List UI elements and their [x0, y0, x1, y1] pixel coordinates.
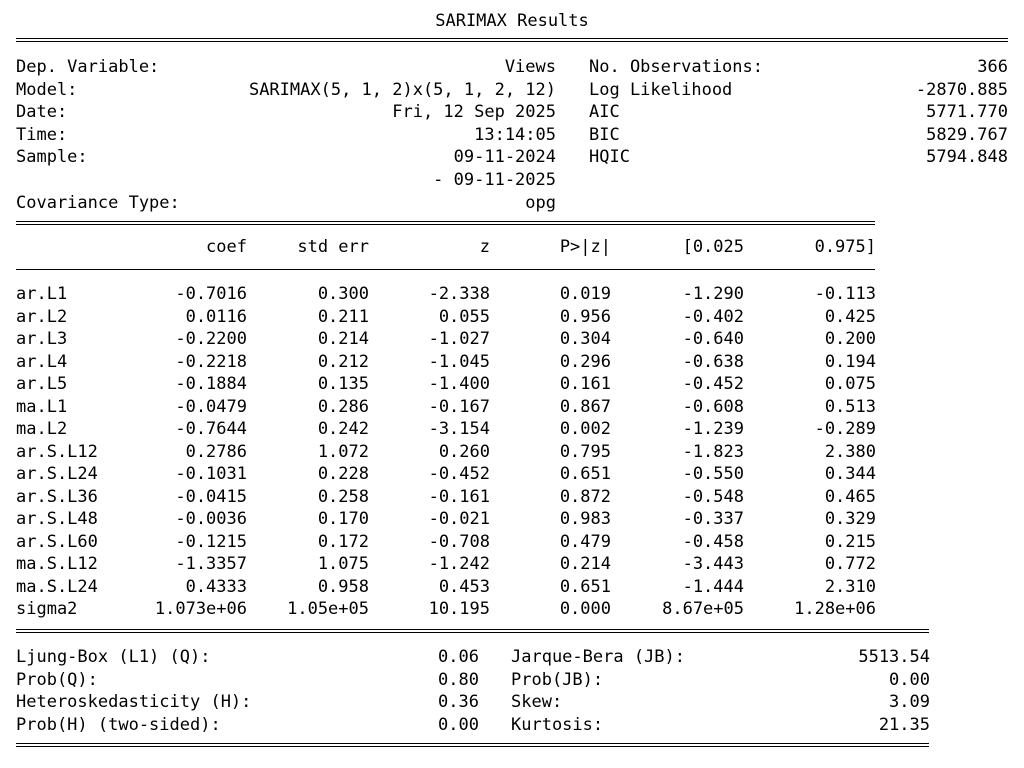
table-cell: 0.513	[824, 396, 876, 417]
diagnostic-label: Heteroskedasticity (H):	[16, 692, 252, 713]
table-cell: 0.296	[559, 351, 611, 372]
row-label: ma.L1	[16, 396, 68, 417]
table-cell: -0.0415	[175, 486, 247, 507]
header-value: 366	[977, 57, 1008, 77]
table-cell: 0.956	[559, 306, 611, 327]
row-label: sigma2	[16, 599, 78, 619]
table-cell: -0.021	[428, 509, 490, 529]
header-label: HQIC	[589, 147, 630, 168]
table-cell: -0.2200	[175, 329, 247, 349]
table-cell: -0.1215	[175, 531, 247, 552]
header-value: Views	[504, 57, 556, 77]
table-cell: -1.242	[428, 554, 490, 574]
table-cell: 1.073e+06	[154, 599, 247, 619]
table-cell: -2.338	[428, 284, 490, 304]
table-cell: 0.135	[317, 374, 369, 394]
table-cell: -0.1884	[175, 374, 247, 394]
table-cell: 0.258	[317, 486, 369, 507]
table-cell: -1.823	[682, 441, 744, 462]
row-label: ar.L1	[16, 284, 68, 304]
table-cell: 2.380	[824, 441, 876, 462]
table-cell: -0.608	[682, 396, 744, 417]
table-cell: 0.0116	[185, 306, 247, 327]
header-label: AIC	[589, 102, 620, 123]
table-cell: 0.329	[824, 509, 876, 529]
diagnostic-value: 0.06	[438, 647, 479, 667]
header-value: SARIMAX(5, 1, 2)x(5, 1, 2, 12)	[248, 79, 556, 100]
table-cell: 0.286	[317, 396, 369, 417]
diagnostic-label: Skew:	[511, 692, 563, 713]
table-cell: 0.172	[317, 531, 369, 552]
table-cell: 0.214	[559, 554, 611, 574]
header-label: Sample:	[16, 147, 88, 168]
table-cell: -0.337	[682, 509, 744, 529]
table-cell: 0.000	[559, 599, 611, 619]
table-cell: 0.425	[824, 306, 876, 327]
table-cell: 0.260	[438, 441, 490, 462]
table-cell: 1.072	[317, 441, 369, 462]
table-cell: -0.548	[682, 486, 744, 507]
double-rule-diag-top	[16, 629, 929, 633]
table-cell: 0.211	[317, 306, 369, 327]
row-label: ma.S.L12	[16, 554, 98, 574]
diagnostic-value: 0.00	[438, 715, 479, 736]
table-cell: -0.640	[682, 329, 744, 349]
header-label: BIC	[589, 124, 620, 145]
table-cell: 0.215	[824, 531, 876, 552]
table-cell: -1.444	[682, 576, 744, 597]
header-value: 5794.848	[926, 147, 1008, 168]
header-value: 5771.770	[926, 102, 1008, 123]
header-label: Model:	[16, 79, 78, 100]
header-value: Fri, 12 Sep 2025	[392, 102, 556, 123]
table-cell: 0.161	[559, 374, 611, 394]
row-label: ar.S.L48	[16, 509, 98, 529]
header-label: Date:	[16, 102, 68, 123]
table-cell: 0.300	[317, 284, 369, 304]
table-cell: -1.027	[428, 329, 490, 349]
table-cell: 0.872	[559, 486, 611, 507]
table-cell: -0.289	[814, 419, 876, 439]
double-rule-top	[16, 38, 1008, 42]
table-cell: 0.2786	[185, 441, 247, 462]
table-cell: 1.075	[317, 554, 369, 574]
column-header: std err	[297, 237, 369, 257]
table-cell: 0.242	[317, 419, 369, 439]
header-label: Covariance Type:	[16, 192, 180, 213]
table-cell: -0.452	[682, 374, 744, 394]
table-cell: -0.402	[682, 306, 744, 327]
table-cell: -1.3357	[175, 554, 247, 574]
table-cell: 1.28e+06	[794, 599, 876, 619]
diagnostic-value: 5513.54	[858, 647, 930, 667]
table-cell: 2.310	[824, 576, 876, 597]
header-value: - 09-11-2025	[433, 170, 556, 190]
double-rule-bottom	[16, 743, 929, 747]
table-cell: -0.113	[814, 284, 876, 304]
diagnostic-value: 0.00	[889, 669, 930, 690]
results-title: SARIMAX Results	[435, 11, 589, 31]
single-rule-coef-header	[16, 269, 875, 270]
table-cell: -0.0479	[175, 396, 247, 417]
diagnostic-value: 0.36	[438, 692, 479, 713]
table-cell: 0.795	[559, 441, 611, 462]
table-cell: 0.019	[559, 284, 611, 304]
table-cell: 0.304	[559, 329, 611, 349]
column-header: z	[479, 237, 490, 257]
table-cell: -3.154	[428, 419, 490, 439]
table-cell: 10.195	[428, 599, 490, 619]
diagnostic-label: Ljung-Box (L1) (Q):	[16, 647, 211, 667]
table-cell: 0.075	[824, 374, 876, 394]
table-cell: 0.651	[559, 464, 611, 484]
table-cell: 0.867	[559, 396, 611, 417]
table-cell: 0.453	[438, 576, 490, 597]
row-label: ar.S.L24	[16, 464, 98, 484]
header-value: 13:14:05	[474, 124, 556, 145]
row-label: ma.S.L24	[16, 576, 98, 597]
diagnostic-label: Jarque-Bera (JB):	[511, 647, 685, 667]
column-header: 0.975]	[814, 237, 876, 257]
table-cell: -0.161	[428, 486, 490, 507]
table-cell: -0.1031	[175, 464, 247, 484]
diagnostic-label: Prob(Q):	[16, 669, 98, 690]
row-label: ar.L2	[16, 306, 68, 327]
header-value: 09-11-2024	[453, 147, 556, 168]
row-label: ar.S.L60	[16, 531, 98, 552]
diagnostic-label: Prob(JB):	[511, 669, 604, 690]
header-value: -2870.885	[915, 79, 1008, 100]
table-cell: -0.458	[682, 531, 744, 552]
table-cell: 0.170	[317, 509, 369, 529]
table-cell: -0.638	[682, 351, 744, 372]
table-cell: 0.200	[824, 329, 876, 349]
table-cell: -1.239	[682, 419, 744, 439]
table-cell: -0.167	[428, 396, 490, 417]
diagnostic-label: Prob(H) (two-sided):	[16, 715, 221, 736]
table-cell: 0.344	[824, 464, 876, 484]
header-value: opg	[525, 192, 556, 213]
table-cell: 0.4333	[185, 576, 247, 597]
column-header: [0.025	[682, 237, 744, 257]
diagnostic-value: 3.09	[889, 692, 930, 713]
table-cell: 0.228	[317, 464, 369, 484]
table-cell: 0.465	[824, 486, 876, 507]
table-cell: 0.055	[438, 306, 490, 327]
table-cell: 0.651	[559, 576, 611, 597]
table-cell: 0.772	[824, 554, 876, 574]
diagnostic-value: 0.80	[438, 669, 479, 690]
table-cell: -0.7644	[175, 419, 247, 439]
header-label: Dep. Variable:	[16, 57, 160, 77]
table-cell: -0.452	[428, 464, 490, 484]
table-cell: -1.400	[428, 374, 490, 394]
table-cell: -0.550	[682, 464, 744, 484]
table-cell: -1.290	[682, 284, 744, 304]
table-cell: 0.479	[559, 531, 611, 552]
header-label: Log Likelihood	[589, 79, 733, 100]
diagnostic-label: Kurtosis:	[511, 715, 604, 736]
table-cell: 0.194	[824, 351, 876, 372]
diagnostic-value: 21.35	[878, 715, 930, 736]
row-label: ar.L3	[16, 329, 68, 349]
header-value: 5829.767	[926, 124, 1008, 145]
row-label: ma.L2	[16, 419, 68, 439]
table-cell: -3.443	[682, 554, 744, 574]
table-cell: -0.2218	[175, 351, 247, 372]
row-label: ar.S.L36	[16, 486, 98, 507]
double-rule-coef-top	[16, 221, 875, 225]
table-cell: 0.002	[559, 419, 611, 439]
table-cell: 0.212	[317, 351, 369, 372]
table-cell: 0.214	[317, 329, 369, 349]
row-label: ar.L4	[16, 351, 68, 372]
table-cell: 1.05e+05	[287, 599, 369, 619]
column-header: P>|z|	[559, 237, 611, 257]
table-cell: -0.0036	[175, 509, 247, 529]
table-cell: -1.045	[428, 351, 490, 372]
table-cell: 0.958	[317, 576, 369, 597]
header-label: No. Observations:	[589, 57, 763, 77]
table-cell: 0.983	[559, 509, 611, 529]
header-label: Time:	[16, 124, 68, 145]
column-header: coef	[206, 237, 247, 257]
table-cell: -0.7016	[175, 284, 247, 304]
row-label: ar.L5	[16, 374, 68, 394]
table-cell: 8.67e+05	[662, 599, 744, 619]
table-cell: -0.708	[428, 531, 490, 552]
row-label: ar.S.L12	[16, 441, 98, 462]
